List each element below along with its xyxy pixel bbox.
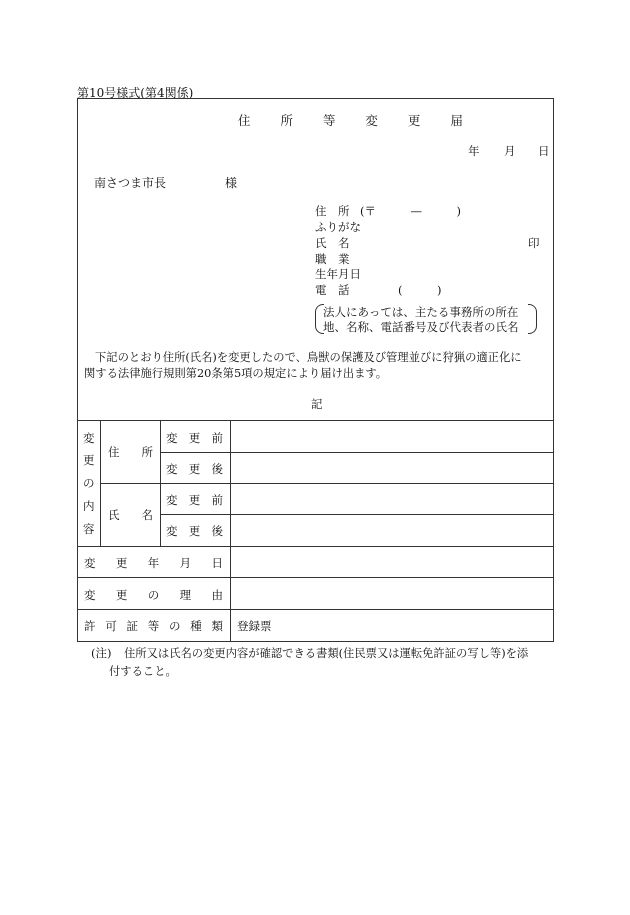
- after-char-1: 更: [188, 462, 201, 476]
- name-group-label: [108, 507, 153, 523]
- change-content-char-4: 容: [83, 522, 95, 536]
- phone-paren: ( ): [398, 283, 442, 297]
- permit-type-char-3: 等: [147, 619, 160, 633]
- form-number-label: 第10号様式(第4関係): [77, 86, 194, 100]
- name-group-char-1: 名: [141, 508, 153, 522]
- table-line-content-end: [77, 546, 554, 547]
- before-char-2: 前: [211, 431, 223, 445]
- change-reason-label: [84, 587, 223, 603]
- occupation-label: 職 業: [315, 252, 350, 266]
- table-line-reason-end: [77, 609, 554, 610]
- before-char-2: 前: [211, 493, 223, 507]
- corporation-note-line1: 法人にあっては、主たる事務所の所在: [323, 305, 519, 319]
- after-char-0: 変: [166, 462, 178, 476]
- after-char-0: 変: [166, 524, 178, 538]
- table-line-after-before1: [160, 452, 554, 453]
- permit-type-char-5: 種: [190, 619, 202, 633]
- before-char-0: 変: [166, 431, 178, 445]
- address-before-label: [166, 430, 223, 446]
- table-line-after-before2: [160, 514, 554, 515]
- table-vline-2: [160, 420, 161, 546]
- before-char-0: 変: [166, 493, 178, 507]
- date-year-label: 年: [468, 144, 480, 158]
- change-date-char-1: 更: [115, 556, 128, 570]
- before-char-1: 更: [188, 493, 201, 507]
- permit-type-value: 登録票: [237, 619, 272, 633]
- name-group-char-0: 氏: [108, 508, 120, 522]
- body-text-line1: 下記のとおり住所(氏名)を変更したので、鳥獣の保護及び管理並びに狩猟の適正化に: [95, 351, 522, 364]
- change-content-char-0: 変: [83, 431, 95, 445]
- address-group-char-1: 所: [141, 445, 153, 459]
- corporation-note-line2: 地、名称、電話番号及び代表者の氏名: [323, 320, 519, 334]
- address-group-char-0: 住: [108, 445, 120, 459]
- name-label: 氏 名: [315, 236, 350, 250]
- change-date-char-3: 月: [179, 556, 192, 570]
- birthdate-label: 生年月日: [315, 267, 361, 281]
- note-line2: 付すること。: [109, 665, 177, 678]
- change-reason-char-0: 変: [84, 588, 96, 602]
- change-content-char-3: 内: [83, 499, 95, 513]
- bracket-right: [528, 304, 537, 334]
- furigana-label: ふりがな: [315, 220, 361, 234]
- before-char-1: 更: [188, 431, 201, 445]
- address-group-label: [108, 444, 153, 460]
- table-line-date-end: [77, 577, 554, 578]
- addressee-mayor: 南さつま市長: [94, 176, 167, 190]
- note-line1: 住所又は氏名の変更内容が確認できる書類(住民票又は運転免許証の写し等)を添: [124, 647, 529, 660]
- name-before-label: [166, 492, 223, 508]
- change-date-char-2: 年: [147, 556, 160, 570]
- note-label: (注): [91, 646, 112, 660]
- permit-type-char-0: 許: [84, 619, 96, 633]
- change-date-label: [84, 555, 223, 571]
- table-top-line: [77, 420, 554, 421]
- table-vline-3: [230, 420, 231, 642]
- change-date-char-0: 変: [84, 556, 96, 570]
- postal-code-field: (〒 — ): [360, 204, 461, 218]
- permit-type-char-6: 類: [211, 619, 223, 633]
- change-reason-char-4: 由: [211, 588, 223, 602]
- form-title: 住 所 等 変 更 届: [238, 113, 476, 128]
- change-reason-char-2: の: [147, 588, 160, 602]
- addressee-honorific: 様: [225, 176, 238, 190]
- ki-label: 記: [311, 397, 323, 411]
- table-line-address-name: [100, 483, 554, 484]
- change-date-char-4: 日: [211, 556, 223, 570]
- permit-type-label: [84, 618, 223, 634]
- permit-type-char-4: の: [169, 619, 181, 633]
- change-content-char-2: の: [83, 476, 95, 490]
- body-text-line2: 関する法律施行規則第20条第5項の規定により届け出ます。: [84, 367, 388, 380]
- after-char-2: 後: [211, 462, 223, 476]
- address-label: 住 所: [315, 204, 350, 218]
- after-char-2: 後: [211, 524, 223, 538]
- address-after-label: [166, 461, 223, 477]
- change-reason-char-3: 理: [179, 588, 192, 602]
- seal-mark: 印: [528, 236, 540, 250]
- change-reason-char-1: 更: [115, 588, 128, 602]
- name-after-label: [166, 523, 223, 539]
- phone-label: 電 話: [315, 283, 350, 297]
- permit-type-char-1: 可: [105, 619, 117, 633]
- change-content-char-1: 更: [83, 453, 95, 467]
- date-day-label: 日: [538, 144, 550, 158]
- after-char-1: 更: [188, 524, 201, 538]
- permit-type-char-2: 証: [126, 619, 138, 633]
- date-month-label: 月: [504, 144, 516, 158]
- table-vline-1: [100, 420, 101, 546]
